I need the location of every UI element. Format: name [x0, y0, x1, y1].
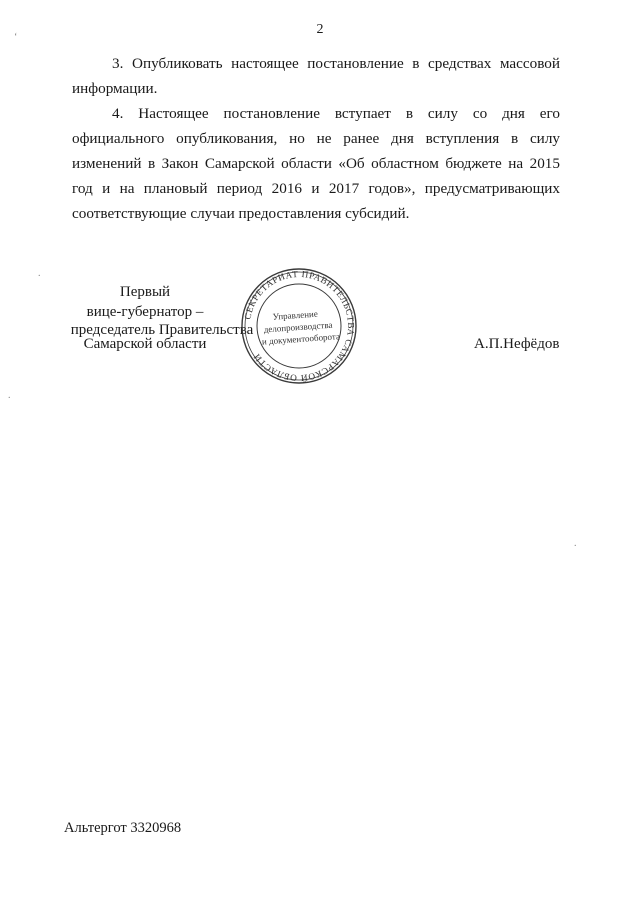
scan-speck: .	[38, 268, 41, 279]
signer-title-line3: председатель Правительства	[70, 322, 254, 338]
paragraph-4: 4. Настоящее постановление вступает в силу со дня его официального опубликования, но не ранее дня вступления в силу изменений в Закон Самарской области «Об областном бюджете на 2015 год и на плановый период 2016 и 2017 годов», предусматривающих соответствующие случаи предоставления субсидий.	[72, 105, 560, 222]
stamp-inner-line3: и документооборота	[261, 331, 341, 347]
signer-title-line1: Первый	[119, 284, 171, 300]
scan-speck: .	[574, 538, 577, 549]
signatory-name: А.П.Нефёдов	[474, 336, 560, 352]
page-number: 2	[316, 22, 324, 37]
stamp-inner-line1: Управление	[272, 308, 319, 322]
signer-title-line2: вице-губернатор –	[86, 304, 204, 320]
stamp-inner-line2: делопроизводства	[263, 319, 333, 335]
paragraph-3: 3. Опубликовать настоящее постановление в средствах массовой информации.	[72, 55, 560, 97]
signer-title-line4: Самарской области	[83, 336, 207, 352]
executor-note: Альтергот 3320968	[64, 820, 182, 836]
stamp-ring-text: СЕКРЕТАРИАТ ПРАВИТЕЛЬСТВА САМАРСКОЙ ОБЛАСТИ	[242, 268, 357, 384]
scan-speck: ‘	[14, 32, 18, 43]
official-stamp	[234, 268, 364, 384]
scan-speck: .	[8, 390, 11, 401]
